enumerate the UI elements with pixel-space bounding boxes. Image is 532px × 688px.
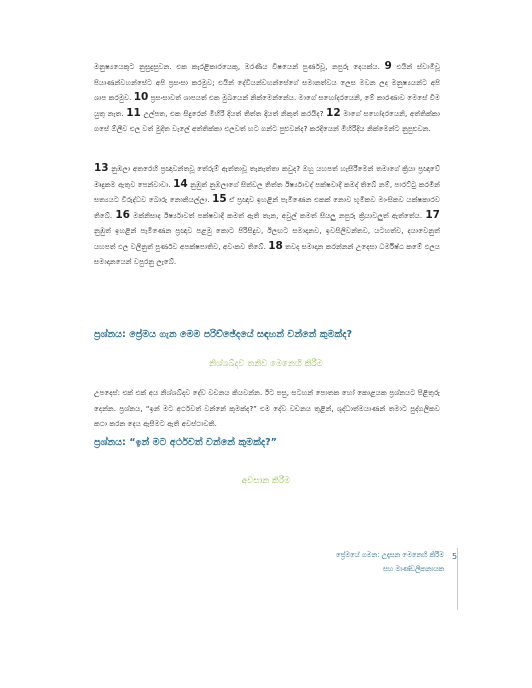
verse-text: ප්‍රසංසාවත් ශාපයත් එක මුඛයෙන් නික්මෙන්නේය. මාගේ සහෝදරයෙනි, මේ කාරණාව මෙසේ විම යුතු නැත. [94,93,440,118]
verse-text: මනුෂ්‍යයෙකුට නුසුදුසුවන. එක කැරළිකාරයෙකු, මරණීය විෂයෙන් පුර්ණවූ, නපුරු දෙයක්ය. [94,62,385,71]
question-heading-love: ප්‍රශ්නය: ප්‍රේමය ගැන මෙම පරිච්ඡේදයේ සඳහන් වන්නේ කුමක්ද? [94,329,353,340]
verse-number: 10 [133,91,149,103]
verse-number: 13 [94,162,109,174]
footer-line-2: සහ මාණ්ඩලිකනායක [382,565,444,573]
instruction-text: උපදෙස්: එක් එක් අය නිශ්ශබ්දව දේව වචනය කියවන්න. ඊට පසු, සටහන් පොතක හෝ කොළයක ප්‍රශ්නයට පිළිතුරු දෙන්න. ප්‍රශ්නය, “ඉන් මට අර්ථවත් වන්නේ කුමක්ද?” එම දේව වචනය තුළින්, ශුද්ධාත්මයාණන් තමාට පුද්ගලිකව කථා කරන දෙය ඇසීමට ඇති අවස්ථාවකි. [94,388,440,428]
verse-number: 16 [115,208,130,221]
footer-divider [457,548,458,610]
verse-text: නුඹුත් නුඹලාගේ සිත්වල තිත්ත ඊර්ෂ්‍යාවද් පක්ෂවාදී කමද් තිබේ නම්, පාරට්ටු කරමින් සත්‍යයට විරුද්ධව බොරු නොකියල්ලා. [94,179,440,204]
verse-number: 15 [212,193,227,205]
scripture-paragraph-2 [94,161,440,270]
verse-text: මාගේ සහෝදරයෙනි, අත්තික්කා ගසේ ඕලීව එල වත් මුදිත වැලේ අත්තික්කා එලවත් හට ගන්ට පුළුවන්ද? කරදියෙන් මිහිරිදිය නික්මෙන්ට නුපුළුවන. [94,108,440,133]
closing-heading: අවසාන කිරීම [241,476,291,486]
footer-title [224,548,444,576]
verse-number: 18 [268,239,283,252]
verse-text: නුඹලා අතරෙහි ප්‍රඥාවන්තවූ තේරුම් ඇත්තාවූ තැනැත්තා කවුද? ඔහු යහපත් හැසිරීමෙන් තමාගේ ක්‍රියා ප්‍රඥාවේ මෘදුකම ඇතුව පෙන්වාවා. [94,164,440,189]
verse-text: ඒ ප්‍රඥාව ඉහළින් පැමිණෙන එකක් නොව භූමිකව මාංසිකව යක්ෂකාරව තිබේ. [94,195,440,220]
scripture-paragraph-1 [94,59,440,137]
verse-text: මක්නිසාද ඊර්ෂ්‍යාවත් පක්ෂවාදී කමත් ඇති තැන, අවුල් කමත් සියලු නපුරු ක්‍රියාවලුත් ඇත්තේය. [129,210,426,220]
verse-number: 9 [384,60,392,72]
question-heading-meaning: ප්‍රශ්නය: “ඉන් මට අර්ථවත් වන්නේ කුමක්ද?” [94,437,277,448]
silent-meditation-heading: නිශ්ශබ්දව තනිව මෙනෙහි කිරීම [209,359,323,369]
verse-text: උල්පත, එක සිදුරෙන් මිහිරි දියත් තිත්ත දියත් නිකුත් කරයිද? [140,108,327,118]
page-number: 5 [452,552,458,561]
verse-number: 11 [126,106,141,119]
verse-text: එයින් ස්වාමිවූ පියාණන්වහන්සේට අපි ප්‍රසංසා කරමුව; එයින් දේවියන්වහන්සේගේ සමානත්වය ලෙස මවන ලද මනුෂ්‍යයන්ට අපි ශාප කරමුව. [94,62,440,102]
verse-number: 17 [425,208,440,221]
footer-line-1: ප්‍රේමයේ ගමන: උදෑසන මෙනෙහි කිරීම [336,551,444,559]
verse-text: තවද සමාදාන කරන්නන් උදෙසා ධර්මිෂ්ඨ කමේ ඵලය සමාදානයෙන් වපුරනු ලැබේ. [94,241,440,266]
verse-number: 14 [173,177,188,190]
verse-text: නුඹුත් ඉහළින් පැමිණෙන ප්‍රඥාව පළමු කොට පිරිසිදුව, ඊලඟට සමාදානව, ඉවසිලිවන්තව, යටහත්ව, දයාවෙනුත් යහපත් ඵල වලිනුත් පුර්ණව අපක්ෂපාතිව, අවංකව තිබේ. [94,226,440,251]
verse-number: 12 [326,106,341,119]
